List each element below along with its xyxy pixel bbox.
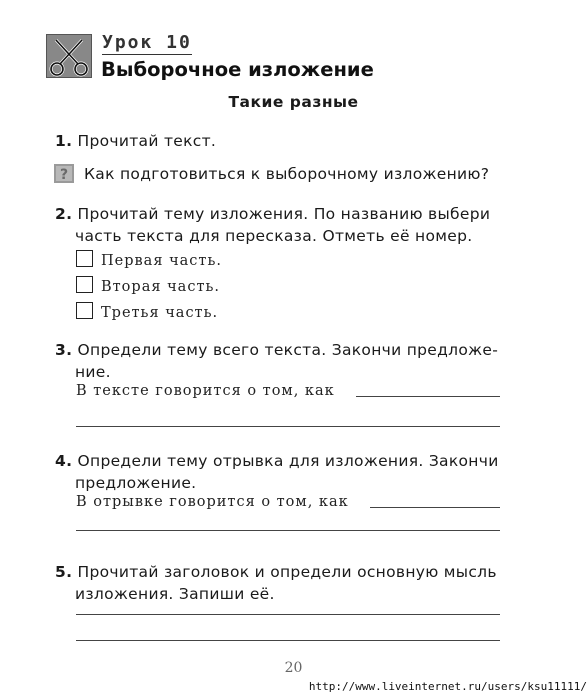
task-text-line: предложение.: [75, 474, 197, 492]
option-label-1: Первая часть.: [101, 253, 222, 269]
watermark-url: http://www.liveinternet.ru/users/ksu11111/: [308, 680, 587, 693]
page-number: 20: [284, 660, 303, 676]
answer-line[interactable]: [356, 396, 500, 397]
answer-line[interactable]: [370, 507, 500, 508]
lesson-title: Выборочное изложение: [101, 58, 374, 81]
option-checkbox-3[interactable]: [76, 302, 93, 319]
question-icon: [54, 164, 74, 183]
answer-line[interactable]: [76, 426, 500, 427]
text-title: Такие разные: [228, 93, 359, 111]
task-text-line: изложения. Запиши её.: [75, 585, 275, 603]
scissors-icon: [46, 34, 92, 78]
task-number: 5.: [55, 563, 73, 581]
task-5: [55, 561, 497, 605]
svg-text:?: ?: [59, 167, 69, 183]
task-3: [55, 339, 498, 383]
answer-prompt: В отрывке говорится о том, как: [76, 494, 349, 510]
task-text-line: Прочитай тему изложения. По названию выбери: [77, 205, 491, 223]
lesson-number: Урок 10: [102, 32, 192, 53]
option-checkbox-1[interactable]: [76, 250, 93, 267]
task-text-line: Прочитай заголовок и определи основную мысль: [77, 563, 497, 581]
answer-line[interactable]: [76, 640, 500, 641]
option-checkbox-2[interactable]: [76, 276, 93, 293]
task-number: 3.: [55, 341, 73, 359]
answer-line[interactable]: [76, 614, 500, 615]
task-2: [55, 203, 490, 247]
task-1: [55, 130, 216, 152]
answer-line[interactable]: [76, 530, 500, 531]
task-number: 4.: [55, 452, 73, 470]
task-4: [55, 450, 499, 494]
option-label-2: Вторая часть.: [101, 279, 220, 295]
task-number: 1.: [55, 132, 73, 150]
task-text-line: ние.: [75, 363, 111, 381]
task-text-line: часть текста для пересказа. Отметь её номер.: [75, 227, 473, 245]
task-text-line: Определи тему отрывка для изложения. Закончи: [77, 452, 499, 470]
hint-question: Как подготовиться к выборочному изложению?: [84, 165, 490, 183]
answer-prompt: В тексте говорится о том, как: [76, 383, 335, 399]
task-number: 2.: [55, 205, 73, 223]
option-label-3: Третья часть.: [101, 305, 219, 321]
task-text-line: Определи тему всего текста. Закончи предложе-: [77, 341, 499, 359]
task-text: Прочитай текст.: [77, 132, 217, 150]
